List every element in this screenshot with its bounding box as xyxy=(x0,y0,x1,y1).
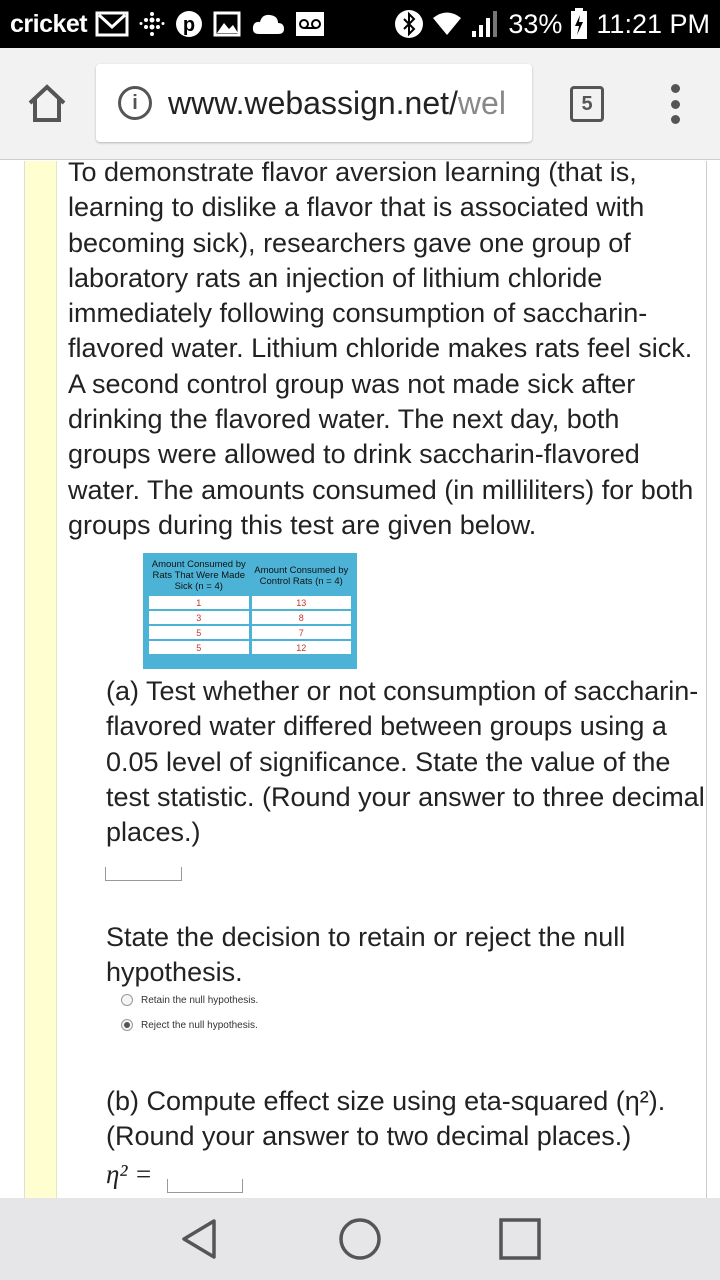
radio-retain[interactable] xyxy=(121,994,133,1006)
table-row xyxy=(149,596,351,611)
clock: 11:21 PM xyxy=(596,8,710,39)
radio-reject[interactable] xyxy=(121,1019,133,1031)
pinterest-icon xyxy=(175,10,203,38)
table-cell: 13 xyxy=(252,596,352,611)
part-b-prompt: (b) Compute effect size using eta-squared (η²). (Round your answer to two decimal places.) xyxy=(106,1086,666,1152)
table-cell: 3 xyxy=(149,611,249,626)
voicemail-icon xyxy=(295,11,325,37)
url-path: wel xyxy=(457,84,506,121)
carrier-name: cricket xyxy=(10,9,88,38)
url-host: www.webassign.net/ xyxy=(168,84,458,121)
info-icon[interactable]: i xyxy=(118,86,152,120)
home-icon[interactable] xyxy=(26,82,68,124)
table-header-sick: Amount Consumed by Rats That Were Made Sick (n = 4) xyxy=(149,556,249,596)
battery-percent: 33% xyxy=(508,8,563,39)
mail-icon xyxy=(95,11,129,37)
test-statistic-input[interactable] xyxy=(105,867,182,881)
data-table xyxy=(143,553,357,669)
question-stripe xyxy=(24,161,57,1198)
gallery-icon xyxy=(213,11,241,37)
browser-toolbar xyxy=(0,48,720,160)
home-circle-icon[interactable] xyxy=(338,1217,382,1261)
fitbit-icon xyxy=(139,11,165,37)
address-bar[interactable] xyxy=(96,64,532,142)
eta-squared-input[interactable] xyxy=(167,1179,243,1193)
notification-icons xyxy=(95,10,325,38)
recents-icon[interactable] xyxy=(498,1217,542,1261)
eta-squared-label: η² = xyxy=(106,1159,153,1189)
part-a-prompt: (a) Test whether or not consumption of saccharin-flavored water differed between groups using a 0.05 level of significance. State the value of the test statistic. (Round your answer to three decimal places.) xyxy=(106,676,705,848)
table-cell: 1 xyxy=(149,596,249,611)
table-cell: 5 xyxy=(149,626,249,641)
decision-prompt: State the decision to retain or reject the null hypothesis. xyxy=(106,922,626,988)
back-icon[interactable] xyxy=(178,1217,222,1261)
status-bar xyxy=(0,0,720,48)
tab-switcher-button[interactable]: 5 xyxy=(570,86,604,122)
option-reject[interactable] xyxy=(121,1019,258,1031)
table-row xyxy=(149,611,351,626)
battery-charging-icon xyxy=(570,8,588,40)
table-cell: 12 xyxy=(252,641,352,656)
option-reject-label: Reject the null hypothesis. xyxy=(141,1019,258,1031)
option-retain[interactable] xyxy=(121,994,258,1006)
table-cell: 8 xyxy=(252,611,352,626)
wifi-icon xyxy=(432,11,462,37)
option-retain-label: Retain the null hypothesis. xyxy=(141,994,259,1006)
svg-text:p: p xyxy=(183,14,196,36)
navigation-bar xyxy=(0,1198,720,1280)
table-cell: 7 xyxy=(252,626,352,641)
question-intro: To demonstrate flavor aversion learning (that is, learning to dislike a flavor that is associated with becoming sick), researchers gave one group of laboratory rats an injection of lithium chloride immediately following consumption of saccharin-flavored water. Lithium chloride makes rats feel sick. A second control group was not made sick after drinking the flavored water. The next day, both groups were allowed to drink saccharin-flavored water. The amounts consumed (in milliliters) for both groups during this test are given below. xyxy=(68,161,694,540)
table-header-control: Amount Consumed by Control Rats (n = 4) xyxy=(252,556,352,596)
overflow-menu-icon[interactable] xyxy=(665,84,685,124)
table-row xyxy=(149,626,351,641)
table-row xyxy=(149,641,351,656)
cloud-icon xyxy=(251,12,285,36)
page-content xyxy=(0,161,720,1198)
signal-icon xyxy=(470,9,500,39)
bluetooth-icon xyxy=(394,9,424,39)
table-cell: 5 xyxy=(149,641,249,656)
